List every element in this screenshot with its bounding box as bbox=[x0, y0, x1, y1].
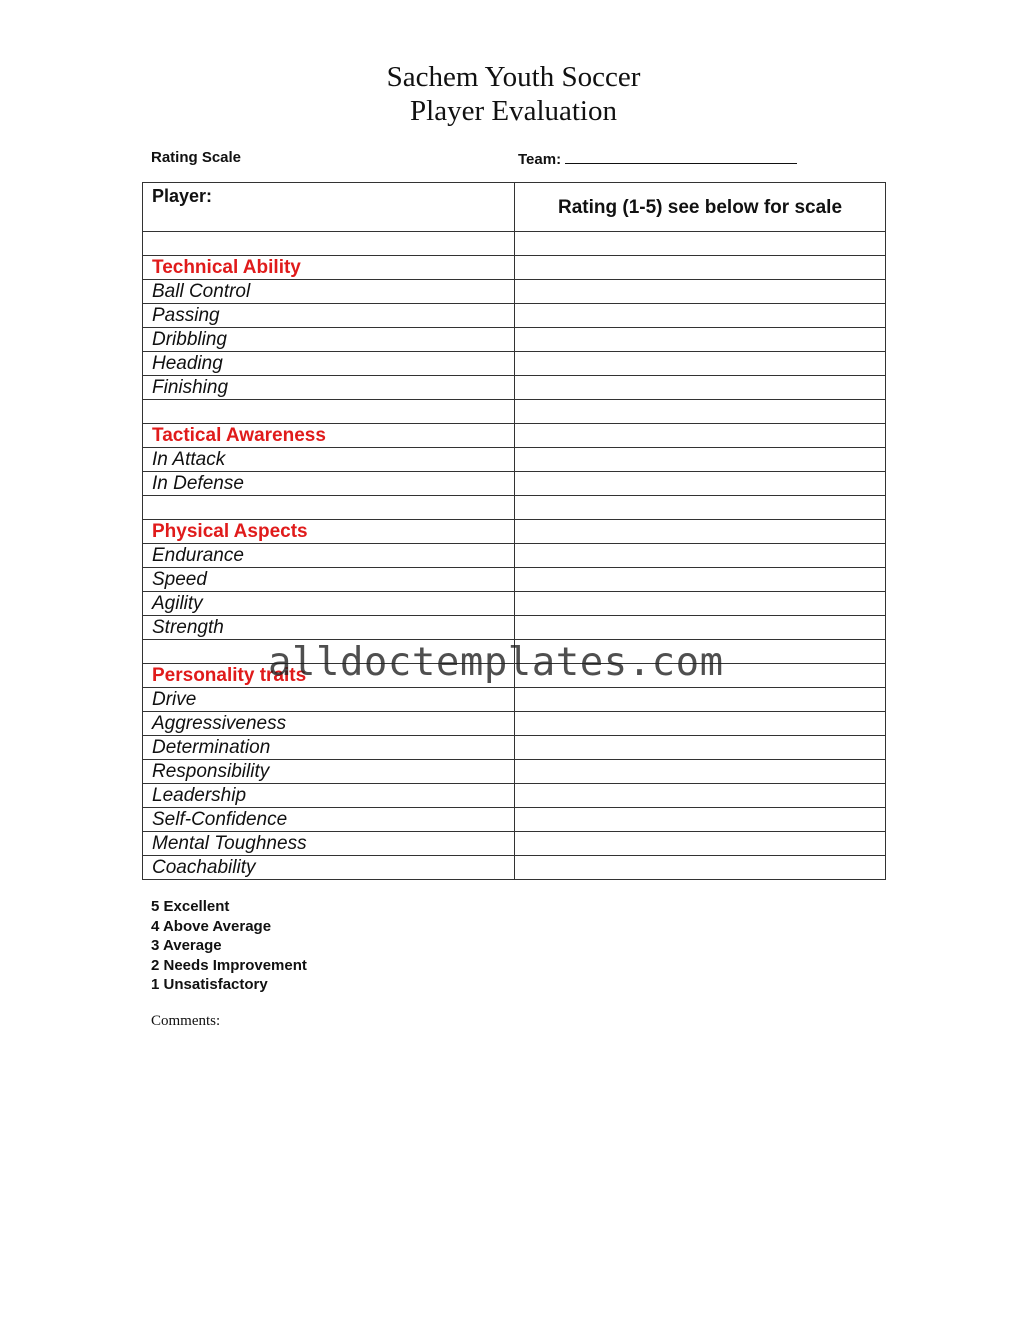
criteria-label: Aggressiveness bbox=[143, 712, 515, 736]
criteria-row bbox=[143, 760, 886, 784]
scale-item: 3 Average bbox=[151, 937, 222, 954]
watermark-text: alldoctemplates.com bbox=[268, 640, 724, 685]
scale-item: 5 Excellent bbox=[151, 898, 230, 915]
section-heading: Physical Aspects bbox=[143, 520, 515, 544]
criteria-label: Coachability bbox=[143, 856, 515, 880]
player-header-cell[interactable]: Player: bbox=[143, 183, 515, 232]
rating-cell[interactable] bbox=[515, 808, 886, 832]
criteria-row bbox=[143, 808, 886, 832]
rating-cell[interactable] bbox=[515, 496, 886, 520]
criteria-row bbox=[143, 616, 886, 640]
rating-cell[interactable] bbox=[515, 568, 886, 592]
criteria-label: Responsibility bbox=[143, 760, 515, 784]
rating-cell[interactable] bbox=[515, 856, 886, 880]
rating-header-cell: Rating (1-5) see below for scale bbox=[515, 183, 886, 232]
criteria-label: In Attack bbox=[143, 448, 515, 472]
criteria-row bbox=[143, 544, 886, 568]
criteria-row bbox=[143, 472, 886, 496]
document-title bbox=[0, 60, 1027, 128]
section-heading: Technical Ability bbox=[143, 256, 515, 280]
criteria-label: Agility bbox=[143, 592, 515, 616]
rating-cell[interactable] bbox=[515, 232, 886, 256]
scale-item: 4 Above Average bbox=[151, 917, 272, 935]
criteria-row bbox=[143, 712, 886, 736]
criteria-row bbox=[143, 592, 886, 616]
criteria-row bbox=[143, 304, 886, 328]
criteria-row bbox=[143, 784, 886, 808]
rating-cell[interactable] bbox=[515, 688, 886, 712]
rating-scale-label: Rating Scale bbox=[151, 149, 242, 166]
criteria-label: Speed bbox=[143, 568, 515, 592]
criteria-label: Ball Control bbox=[143, 280, 515, 304]
rating-cell[interactable] bbox=[515, 544, 886, 568]
criteria-label: Self-Confidence bbox=[143, 808, 515, 832]
section-row bbox=[143, 256, 886, 280]
title-line-1: Sachem Youth Soccer bbox=[386, 61, 641, 93]
table-header-row bbox=[143, 183, 886, 232]
rating-cell[interactable] bbox=[515, 832, 886, 856]
criteria-row bbox=[143, 736, 886, 760]
rating-cell[interactable] bbox=[515, 376, 886, 400]
blank-cell bbox=[143, 400, 515, 424]
rating-cell[interactable] bbox=[515, 448, 886, 472]
criteria-label: Passing bbox=[143, 304, 515, 328]
rating-cell[interactable] bbox=[515, 592, 886, 616]
rating-cell[interactable] bbox=[515, 256, 886, 280]
blank-row bbox=[143, 232, 886, 256]
rating-cell[interactable] bbox=[515, 760, 886, 784]
rating-cell[interactable] bbox=[515, 328, 886, 352]
blank-row bbox=[143, 400, 886, 424]
comments-label: Comments: bbox=[151, 1013, 221, 1029]
criteria-label: Heading bbox=[143, 352, 515, 376]
scale-item: 2 Needs Improvement bbox=[151, 956, 307, 974]
section-heading: Tactical Awareness bbox=[143, 424, 515, 448]
team-field[interactable] bbox=[518, 149, 797, 168]
criteria-row bbox=[143, 328, 886, 352]
rating-cell[interactable] bbox=[515, 784, 886, 808]
rating-cell[interactable] bbox=[515, 280, 886, 304]
criteria-label: Strength bbox=[143, 616, 515, 640]
blank-cell bbox=[143, 496, 515, 520]
criteria-label: Drive bbox=[143, 688, 515, 712]
criteria-row bbox=[143, 832, 886, 856]
criteria-row bbox=[143, 376, 886, 400]
blank-row bbox=[143, 496, 886, 520]
criteria-row bbox=[143, 568, 886, 592]
title-line-2: Player Evaluation bbox=[410, 95, 617, 127]
criteria-row bbox=[143, 688, 886, 712]
criteria-label: Finishing bbox=[143, 376, 515, 400]
evaluation-table bbox=[142, 182, 886, 880]
rating-cell[interactable] bbox=[515, 712, 886, 736]
criteria-row bbox=[143, 448, 886, 472]
criteria-label: Mental Toughness bbox=[143, 832, 515, 856]
section-row bbox=[143, 424, 886, 448]
criteria-row bbox=[143, 280, 886, 304]
blank-cell bbox=[143, 232, 515, 256]
criteria-row bbox=[143, 352, 886, 376]
rating-cell[interactable] bbox=[515, 304, 886, 328]
rating-cell[interactable] bbox=[515, 520, 886, 544]
criteria-row bbox=[143, 856, 886, 880]
team-blank-line[interactable] bbox=[565, 149, 797, 164]
rating-scale-legend bbox=[151, 897, 307, 995]
rating-cell[interactable] bbox=[515, 736, 886, 760]
section-row bbox=[143, 520, 886, 544]
criteria-label: Leadership bbox=[143, 784, 515, 808]
criteria-label: Endurance bbox=[143, 544, 515, 568]
rating-cell[interactable] bbox=[515, 352, 886, 376]
criteria-label: Dribbling bbox=[143, 328, 515, 352]
team-label: Team: bbox=[518, 151, 562, 168]
rating-cell[interactable] bbox=[515, 472, 886, 496]
criteria-label: Determination bbox=[143, 736, 515, 760]
rating-cell[interactable] bbox=[515, 616, 886, 640]
section-heading: Personality traits bbox=[143, 664, 515, 688]
criteria-label: In Defense bbox=[143, 472, 515, 496]
rating-cell[interactable] bbox=[515, 400, 886, 424]
scale-item: 1 Unsatisfactory bbox=[151, 976, 268, 993]
rating-cell[interactable] bbox=[515, 424, 886, 448]
